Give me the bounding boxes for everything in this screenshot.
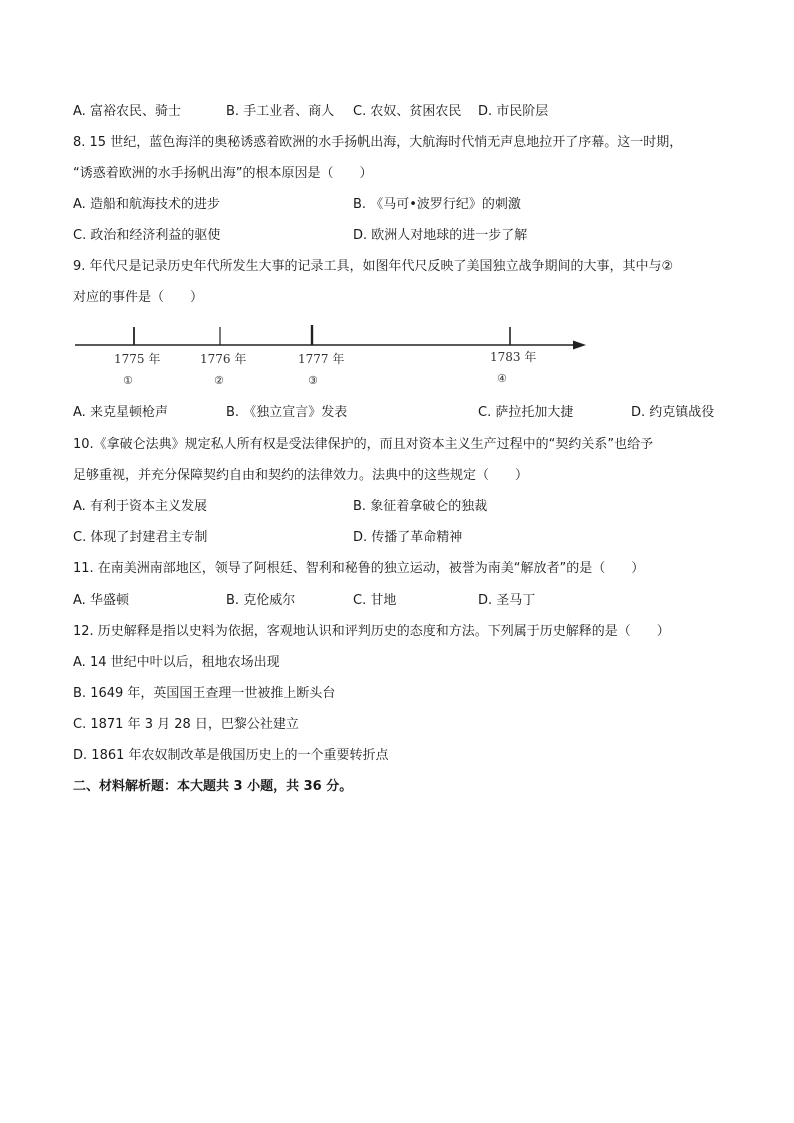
q11-stem: 11. 在南美洲南部地区，领导了阿根廷、智利和秘鲁的独立运动，被誉为南美“解放者”的是（ ） (73, 561, 645, 576)
q10-stem-line2: 足够重视，并充分保障契约自由和契约的法律效力。法典中的这些规定（ ） (73, 468, 529, 483)
q11-option-a: A. 华盛顿 (73, 593, 129, 608)
q9-stem-line1: 9. 年代尺是记录历史年代所发生大事的记录工具，如图年代尺反映了美国独立战争期间的大事，其中与② (73, 259, 674, 274)
q8-stem-line1: 8. 15 世纪，蓝色海洋的奥秘诱惑着欧洲的水手扬帆出海，大航海时代悄无声息地拉开了序幕。这一时期， (73, 135, 683, 150)
timeline-ruler (70, 322, 590, 392)
q12-option-b: B. 1649 年，英国国王查理一世被推上断头台 (73, 686, 336, 701)
timeline-year-1783: 1783 年 (490, 350, 537, 364)
q8-option-d: D. 欧洲人对地球的进一步了解 (353, 228, 528, 243)
q10-option-b: B. 象征着拿破仑的独裁 (353, 499, 488, 514)
q7-option-d: D. 市民阶层 (478, 104, 549, 119)
q7-option-a: A. 富裕农民、骑士 (73, 104, 181, 119)
q10-option-d: D. 传播了革命精神 (353, 530, 463, 545)
section2-heading: 二、材料解析题：本大题共 3 小题，共 36 分。 (73, 779, 353, 794)
q11-option-d: D. 圣马丁 (478, 593, 536, 608)
timeline-year-1775: 1775 年 (114, 352, 161, 366)
q12-option-d: D. 1861 年农奴制改革是俄国历史上的一个重要转折点 (73, 748, 389, 763)
q9-option-b: B. 《独立宣言》发表 (226, 405, 348, 420)
q8-option-b: B. 《马可•波罗行纪》的刺激 (353, 197, 521, 212)
timeline-year-1776: 1776 年 (200, 352, 247, 366)
q12-stem: 12. 历史解释是指以史料为依据，客观地认识和评判历史的态度和方法。下列属于历史解释的是（ ） (73, 624, 670, 639)
q7-option-c: C. 农奴、贫困农民 (353, 104, 462, 119)
q8-option-c: C. 政治和经济利益的驱使 (73, 228, 221, 243)
q9-stem-line2: 对应的事件是（ ） (73, 290, 204, 305)
q8-option-a: A. 造船和航海技术的进步 (73, 197, 220, 212)
timeline-year-1777: 1777 年 (298, 352, 345, 366)
q9-option-d: D. 约克镇战役 (631, 405, 715, 420)
q11-option-c: C. 甘地 (353, 593, 397, 608)
q9-option-c: C. 萨拉托加大捷 (478, 405, 574, 420)
timeline-arrow (573, 341, 586, 350)
q11-option-b: B. 克伦威尔 (226, 593, 296, 608)
q10-option-c: C. 体现了封建君主专制 (73, 530, 208, 545)
q9-option-a: A. 来克星顿枪声 (73, 405, 168, 420)
q8-stem-line2: “诱惑着欧洲的水手扬帆出海”的根本原因是（ ） (73, 166, 373, 181)
timeline-mark-3: ③ (308, 374, 318, 387)
timeline-mark-1: ① (123, 374, 133, 387)
timeline-mark-2: ② (214, 374, 224, 387)
q10-stem-line1: 10.《拿破仑法典》规定私人所有权是受法律保护的，而且对资本主义生产过程中的“契约关系”也给予 (73, 437, 654, 452)
q12-option-c: C. 1871 年 3 月 28 日，巴黎公社建立 (73, 717, 299, 732)
q10-option-a: A. 有利于资本主义发展 (73, 499, 207, 514)
q12-option-a: A. 14 世纪中叶以后，租地农场出现 (73, 655, 280, 670)
timeline-mark-4: ④ (497, 372, 507, 385)
q7-option-b: B. 手工业者、商人 (226, 104, 335, 119)
